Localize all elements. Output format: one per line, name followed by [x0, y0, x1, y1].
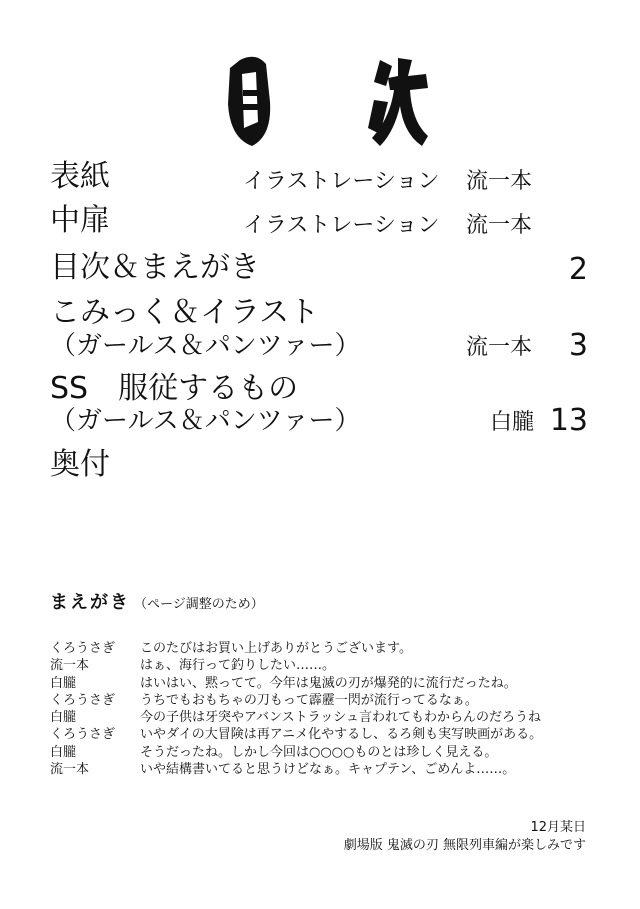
- dialogue-line: [50, 726, 610, 743]
- maegaki-heading: まえがき: [50, 592, 130, 613]
- dialogue-speaker: 白朧: [50, 710, 77, 726]
- dialogue-speaker: 流一本: [50, 762, 90, 778]
- dialogue-speaker: くろうさぎ: [50, 692, 116, 708]
- dialogue-text: いや結構書いてると思うけどなぁ。キャプテン、ごめんよ……。: [140, 762, 516, 778]
- dialogue-line: [50, 640, 610, 657]
- toc-entry-page: 3: [568, 328, 588, 363]
- dialogue-speaker: 白朧: [50, 744, 77, 760]
- dialogue-speaker: 流一本: [50, 658, 90, 674]
- toc-entry-author: 流一本: [466, 169, 533, 194]
- toc-entry-title: SS 服従するもの: [50, 371, 299, 406]
- dialogue-text: 今の子供は牙突やアバンストラッシュ言われてもわからんのだろうね: [140, 710, 542, 726]
- toc-entry-page: 13: [549, 403, 588, 438]
- toc-entry-page: 2: [568, 252, 588, 287]
- toc-entry-title: 目次＆まえがき: [50, 250, 260, 285]
- dialogue-line: [50, 692, 610, 709]
- maegaki-heading-row: [50, 588, 264, 614]
- maegaki-dialogue: [50, 640, 610, 778]
- toc-entry-title: こみっく＆イラスト: [50, 295, 320, 330]
- toc-entry-label: イラストレーション: [243, 169, 440, 194]
- toc-entry-author: 流一本: [466, 335, 533, 360]
- dialogue-speaker: くろうさぎ: [50, 727, 116, 743]
- dialogue-text: はぁ、海行って釣りしたい……。: [140, 658, 336, 674]
- dialogue-text: このたびはお買い上げありがとうございます。: [140, 641, 412, 656]
- dialogue-line: [50, 761, 610, 778]
- toc-entry-author: 流一本: [466, 213, 533, 238]
- maegaki-date: 12月某日: [530, 820, 586, 835]
- dialogue-text: そうだったね。しかし今回は○○○○ものとは珍しく見える。: [140, 744, 498, 760]
- dialogue-text: うちでもおもちゃの刀もって霹靂一閃が流行ってるなぁ。: [140, 692, 478, 708]
- dialogue-line: [50, 675, 610, 692]
- toc-entry-title: 中扉: [50, 203, 110, 238]
- maegaki-heading-note: （ページ調整のため）: [134, 597, 264, 612]
- dialogue-line: [50, 744, 610, 761]
- maegaki-footer: 劇場版 鬼滅の刃 無限列車編が楽しみです: [343, 838, 586, 853]
- toc-entry-author: 白朧: [490, 410, 535, 435]
- dialogue-text: はいはい、黙ってて。今年は鬼滅の刃が爆発的に流行だったね。: [140, 675, 517, 691]
- dialogue-text: いやダイの大冒険は再アニメ化やするし、るろ剣も実写映画がある。: [140, 727, 543, 743]
- dialogue-line: [50, 657, 610, 674]
- dialogue-speaker: 白朧: [50, 675, 77, 691]
- toc-entry-label: イラストレーション: [243, 213, 440, 238]
- toc-entry-subtitle: （ガールス＆パンツァー）: [50, 406, 361, 436]
- dialogue-speaker: くろうさぎ: [50, 641, 116, 656]
- toc-entry-title: 奥付: [50, 447, 110, 482]
- toc-entry-title: 表紙: [50, 159, 110, 194]
- dialogue-line: [50, 709, 610, 726]
- toc-entry-subtitle: （ガールス＆パンツァー）: [50, 331, 361, 361]
